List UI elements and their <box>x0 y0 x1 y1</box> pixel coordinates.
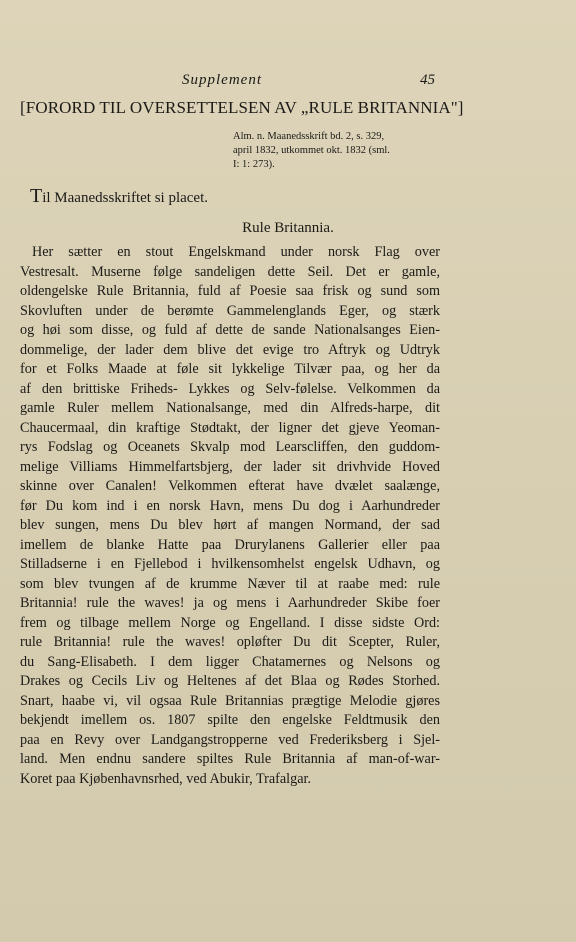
body-line: melige Villiams Himmelfartsbjerg, der lader sit drivhvide Hoved <box>20 458 440 475</box>
running-title: Supplement <box>182 72 262 88</box>
body-line: du Sang-Elisabeth. I dem ligger Chatamernes og Nelsons og <box>20 653 440 670</box>
body-line: Koret paa Kjøbenhavnsrhed, ved Abukir, Trafalgar. <box>20 770 311 787</box>
addressee-text: il Maanedsskriftet si placet. <box>42 190 209 206</box>
body-line: Skovluften under de berømte Gammelenglands Eger, og stærk <box>20 302 440 319</box>
body-line: af den brittiske Friheds- Lykkes og Selv-følelse. Velkommen da <box>20 380 440 397</box>
body-line: Snart, haabe vi, vil ogsaa Rule Britannias prægtige Melodie gjøres <box>20 692 440 709</box>
body-line: Britannia! rule the waves! ja og mens i Aarhundreder Skibe foer <box>20 595 440 611</box>
body-line: Chaucermaal, din kraftige Stødtakt, der ligner det gjeve Yeoman- <box>20 419 440 436</box>
source-note <box>233 130 463 172</box>
addressee-initial: T <box>30 185 43 207</box>
body-line: før Du kom ind i en norsk Havn, mens Du dog i Aarhundreder <box>20 497 440 514</box>
subtitle: Rule Britannia. <box>242 220 334 236</box>
page-number: 45 <box>420 72 435 88</box>
body-line: Vestresalt. Muserne følge sandeligen dette Seil. Det er gamle, <box>20 263 440 280</box>
body-line: Stilladserne i en Fjellebod i hvilkensomhelst engelsk Udhavn, og <box>20 556 440 572</box>
body-line: som blev tvungen af de krumme Næver til at raabe med: rule <box>20 575 440 592</box>
body-line: dommelige, der lader dem blive det evige tro Aftryk og Udtryk <box>20 341 440 358</box>
body-line: frem og tilbage mellem Norge og Engelland. I disse sidste Ord: <box>20 614 440 631</box>
source-note-line: Alm. n. Maanedsskrift bd. 2, s. 329, <box>233 131 385 142</box>
body-line: oldengelske Rule Britannia, fuld af Poesie saa frisk og sund som <box>20 283 440 299</box>
addressee-line <box>30 185 208 208</box>
body-line: gamle Ruler mellem Nationalsange, med din Alfreds-harpe, dit <box>20 400 440 416</box>
body-paragraph <box>20 243 440 789</box>
source-note-line: I: 1: 273). <box>233 159 275 170</box>
running-head <box>0 72 576 92</box>
body-line: rys Fodslag og Oceanets Skvalp mod Learscliffen, den guddom- <box>20 439 440 455</box>
body-line: og høi som disse, og fuld af dette de sande Nationalsanges Eien- <box>20 322 440 338</box>
section-heading: [FORORD TIL OVERSETTELSEN AV „RULE BRITANNIA"] <box>20 98 464 117</box>
body-line: land. Men endnu sandere spiltes Rule Britannia af man-of-war- <box>20 751 440 767</box>
source-note-line: april 1832, utkommet okt. 1832 (sml. <box>233 145 390 156</box>
body-line: skinne over Canalen! Velkommen efterat have dvælet saalænge, <box>20 478 440 494</box>
body-line: bekjendt imellem os. 1807 spilte den engelske Feldtmusik den <box>20 712 440 728</box>
body-line: imellem de blanke Hatte paa Drurylanens Gallerier eller paa <box>20 536 440 553</box>
body-line: for et Folks Maade at føle sit lykkelige Tilvær paa, og her da <box>20 361 440 377</box>
body-line: blev sungen, mens Du blev hørt af mangen Normand, der sad <box>20 517 440 533</box>
body-line: Drakes og Cecils Liv og Heltenes af det Blaa og Rødes Storhed. <box>20 673 440 689</box>
body-line: Her sætter en stout Engelskmand under norsk Flag over <box>32 244 440 260</box>
body-line: paa en Revy over Landgangstropperne ved Frederiksberg i Sjel- <box>20 731 440 748</box>
body-line: rule Britannia! rule the waves! opløfter Du dit Scepter, Ruler, <box>20 634 440 650</box>
